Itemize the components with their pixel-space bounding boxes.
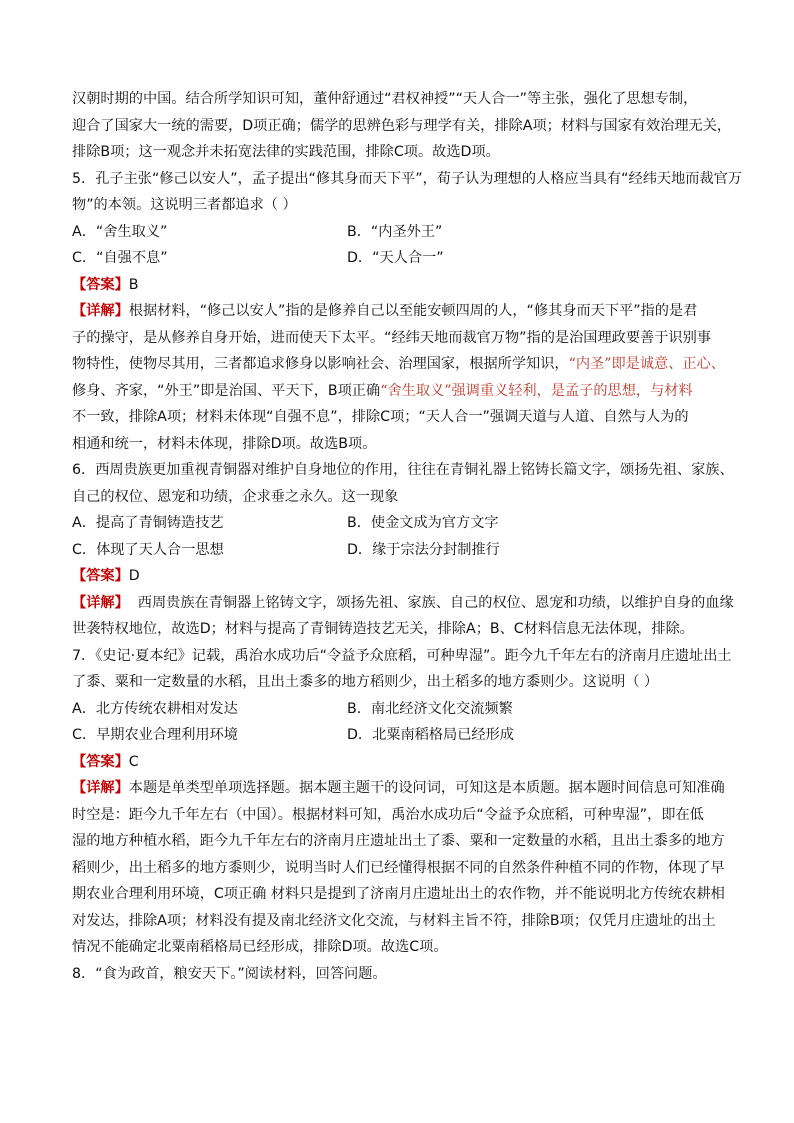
- q6-answer-value: D: [128, 568, 140, 584]
- q5-detail-text-1: 根据材料，“修己以安人”指的是修养自己以至能安顿四周的人，“修其身而天下平”指的是君: [128, 303, 698, 319]
- q6-detail-line-2: 世袭特权地位，故选D；材料与提高了青铜铸造技艺无关，排除A；B、C材料信息无法体现，排除。: [72, 621, 694, 637]
- q6-options-row-2: [72, 537, 727, 564]
- q6-stem-line-1: 6．西周贵族更加重视青铜器对维护自身地位的作用，往往在青铜礼器上铭铸长篇文字，颂扬先祖、家族、: [72, 462, 734, 478]
- q5-detail-line-4: [72, 378, 727, 405]
- q6-option-b: B．使金文成为官方文字: [347, 515, 499, 531]
- detail-tag: 【详解】: [72, 303, 129, 319]
- q5-options-row-2: [72, 245, 727, 272]
- q5-detail-line-2: 子的操守，是从修养自身开始，进而使天下太平。“经纬天地而裁官万物”指的是治国理政要善于识别事: [72, 329, 711, 346]
- q7-option-d: D．北粟南稻格局已经形成: [347, 727, 514, 743]
- q7-detail-line-5: 期农业合理利用环境，C项正确 材料只是提到了济南月庄遗址出土的农作物，并不能说明北方传统农耕相: [72, 886, 725, 902]
- q7-options-row-1: [72, 696, 727, 723]
- q6-detail-text-1: 西周贵族在青铜器上铭铸文字，颂扬先祖、家族、自己的权位、恩宠和功绩，以维护自身的血缘: [128, 594, 734, 611]
- q7-detail-line-1: [72, 775, 727, 802]
- q7-detail-line-6: 对发达，排除A项；材料没有提及南北经济文化交流，与材料主旨不符，排除B项；仅凭月庄遗址的出土: [72, 912, 716, 929]
- q7-stem-line-2: 了黍、粟和一定数量的水稻，且出土黍多的地方稻则少，出土稻多的地方黍则少。这说明（ ）: [72, 674, 659, 690]
- q7-detail-line-4: 稻则少，出土稻多的地方黍则少，说明当时人们已经懂得根据不同的自然条件种植不同的作物，体现了早: [72, 859, 725, 876]
- q7-stem-line-1: 7．《史记·夏本纪》记载，禹治水成功后“令益予众庶稻，可种卑湿”。距今九千年左右的济南月庄遗址出土: [72, 647, 732, 664]
- q5-option-c: C．“自强不息”: [72, 250, 168, 266]
- q5-option-a: A．“舍生取义”: [72, 223, 168, 240]
- q7-options-row-2: [72, 722, 727, 749]
- q5-stem-line-2: 物”的本领。这说明三者都追求（ ）: [72, 197, 297, 213]
- q6-option-a: A．提高了青铜铸造技艺: [72, 515, 224, 531]
- q7-detail-line-2: 时空是：距今九千年左右（中国）。根据材料可知，禹治水成功后“令益予众庶稻，可种卑湿”，即在低: [72, 806, 704, 823]
- q7-option-c: C．早期农业合理利用环境: [72, 727, 238, 743]
- q7-detail-line-7: 情况不能确定北粟南稻格局已经形成，排除D项。故选C项。: [72, 939, 448, 955]
- q5-detail-line-3: [72, 351, 727, 378]
- answer-tag: 【答案】: [72, 753, 129, 770]
- q5-detail-line-6: 相通和统一，材料未体现，排除D项。故选B项。: [72, 435, 377, 452]
- q7-detail-text-1: 本题是单类型单项选择题。据本题主题干的设问词，可知这是本质题。据本题时间信息可知准确: [128, 780, 725, 796]
- answer-tag: 【答案】: [72, 276, 129, 293]
- q8-stem: 8．“食为政首，粮安天下。”阅读材料，回答问题。: [72, 965, 387, 982]
- q6-options-row-1: [72, 510, 727, 537]
- q6-detail-line-1: [72, 590, 734, 617]
- answer-tag: 【答案】: [72, 568, 129, 584]
- q6-answer: [72, 563, 727, 590]
- q5-stem-line-1: 5．孔子主张“修己以安人”，孟子提出“修其身而天下平”，荀子认为理想的人格应当具有“经纬天地而裁官万: [72, 170, 743, 187]
- q6-stem-line-2: 自己的权位、恩宠和功绩，企求垂之永久。这一现象: [72, 488, 399, 505]
- q5-option-d: D．“天人合一”: [347, 250, 444, 266]
- q5-detail-highlight-2: “舍生取义”强调重义轻利，是孟子的思想，与材料: [380, 382, 693, 399]
- q6-option-d: D．缘于宗法分封制推行: [347, 541, 500, 558]
- q7-option-a: A．北方传统农耕相对发达: [72, 700, 238, 717]
- q7-detail-line-3: 湿的地方种植水稻，距今九千年左右的济南月庄遗址出土了黍、粟和一定数量的水稻，且出土黍多的地方: [72, 833, 725, 849]
- q5-options-row-1: [72, 219, 727, 246]
- q5-detail-text-3: 物特性，使物尽其用，三者都追求修身以影响社会、治理国家，根据所学知识，: [72, 356, 569, 372]
- q5-detail-highlight-1: “内圣”即是诚意、正心、: [568, 356, 725, 372]
- q6-option-c: C．体现了天人合一思想: [72, 541, 224, 558]
- q7-answer-value: C: [128, 753, 139, 770]
- q4-explanation-line-2: 迎合了国家大一统的需要，D项正确；儒学的思辨色彩与理学有关，排除A项；材料与国家有效治理无关，: [72, 117, 732, 134]
- q7-option-b: B．南北经济文化交流频繁: [347, 700, 513, 717]
- q5-answer: [72, 272, 727, 299]
- detail-tag: 【详解】: [72, 780, 129, 796]
- q5-answer-value: B: [128, 276, 139, 293]
- q7-answer: [72, 749, 727, 776]
- q5-option-b: B．“内圣外王”: [347, 223, 443, 240]
- q5-detail-line-5: 不一致，排除A项；材料未体现“自强不息”，排除C项；“天人合一”强调天道与人道、自然与人为的: [72, 409, 689, 425]
- q5-detail-line-1: [72, 298, 727, 325]
- detail-tag: 【详解】: [72, 594, 129, 611]
- q4-explanation-line-3: 排除B项；这一观念并未拓宽法律的实践范围，排除C项。故选D项。: [72, 144, 500, 160]
- page-content: [72, 86, 743, 987]
- q4-explanation-line-1: 汉朝时期的中国。结合所学知识可知，董仲舒通过“君权神授”“天人合一”等主张，强化了思想专制，: [72, 91, 698, 107]
- q5-detail-text-4: 修身、齐家，“外王”即是治国、平天下，B项正确: [72, 382, 381, 399]
